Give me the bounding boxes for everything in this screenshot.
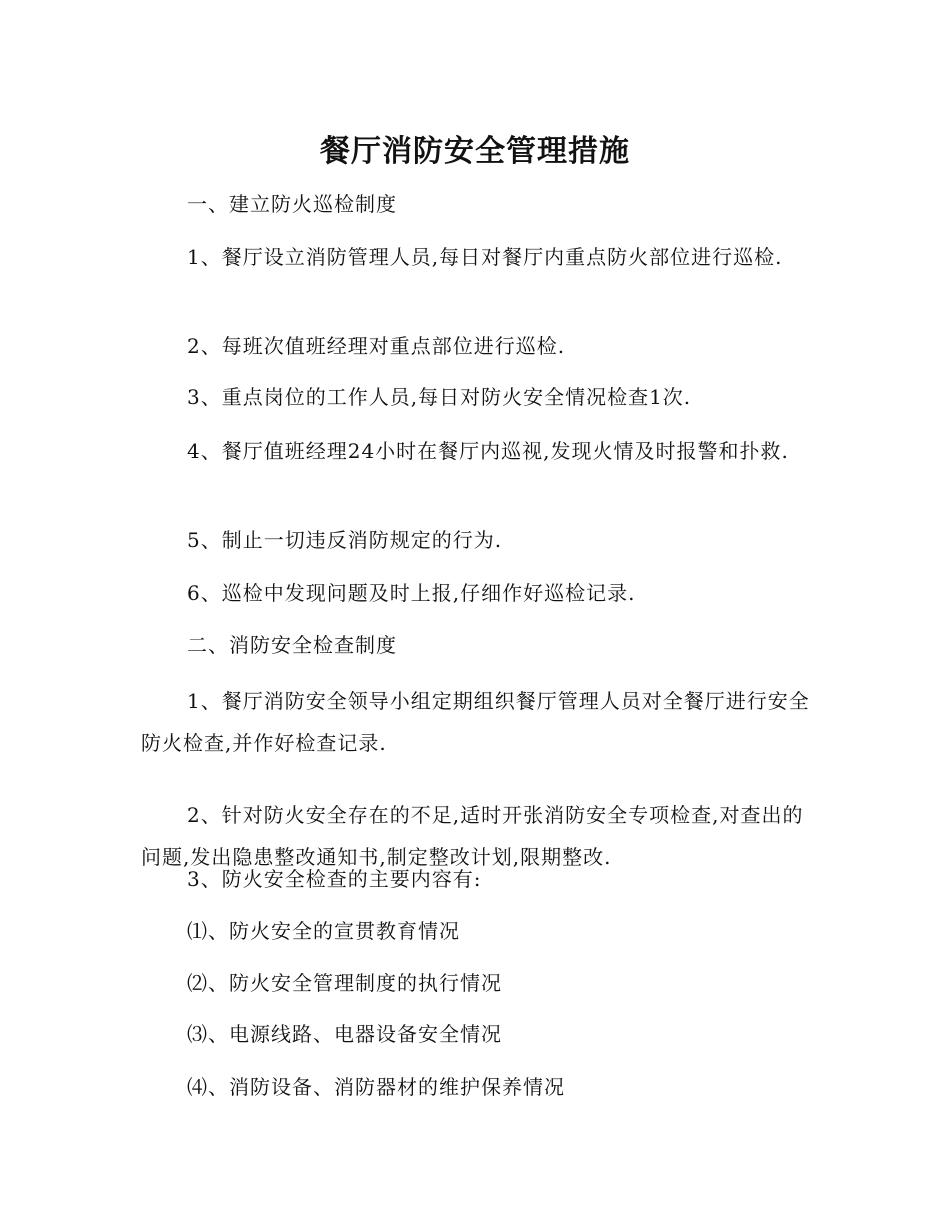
- paragraph-patrol-6: 6、巡检中发现问题及时上报,仔细作好巡检记录.: [187, 581, 636, 605]
- paragraph-patrol-3: 3、重点岗位的工作人员,每日对防火安全情况检查1次.: [187, 385, 692, 409]
- paragraph-inspection-2: 2、针对防火安全存在的不足,适时开张消防安全专项检查,对查出的问题,发出隐患整改通知书,制定整改计划,限期整改.: [141, 803, 804, 869]
- section-heading-patrol-system: 一、建立防火巡检制度: [187, 192, 397, 216]
- paragraph-inspection-3: 3、防火安全检查的主要内容有:: [187, 867, 482, 891]
- list-item-education: ⑴、防火安全的宣贯教育情况: [187, 919, 460, 943]
- page-title: 餐厅消防安全管理措施: [320, 134, 630, 170]
- paragraph-patrol-5: 5、制止一切违反消防规定的行为.: [187, 528, 503, 552]
- list-item-management-system: ⑵、防火安全管理制度的执行情况: [187, 971, 502, 995]
- paragraph-patrol-4: 4、餐厅值班经理24小时在餐厅内巡视,发现火情及时报警和扑救.: [187, 439, 789, 463]
- section-heading-inspection-system: 二、消防安全检查制度: [187, 633, 397, 657]
- paragraph-inspection-1: 1、餐厅消防安全领导小组定期组织餐厅管理人员对全餐厅进行安全防火检查,并作好检查记录.: [141, 689, 810, 755]
- list-item-electrical-safety: ⑶、电源线路、电器设备安全情况: [187, 1022, 502, 1046]
- paragraph-patrol-2: 2、每班次值班经理对重点部位进行巡检.: [187, 334, 566, 358]
- list-item-equipment-maintenance: ⑷、消防设备、消防器材的维护保养情况: [187, 1075, 565, 1099]
- paragraph-patrol-1: 1、餐厅设立消防管理人员,每日对餐厅内重点防火部位进行巡检.: [187, 245, 783, 269]
